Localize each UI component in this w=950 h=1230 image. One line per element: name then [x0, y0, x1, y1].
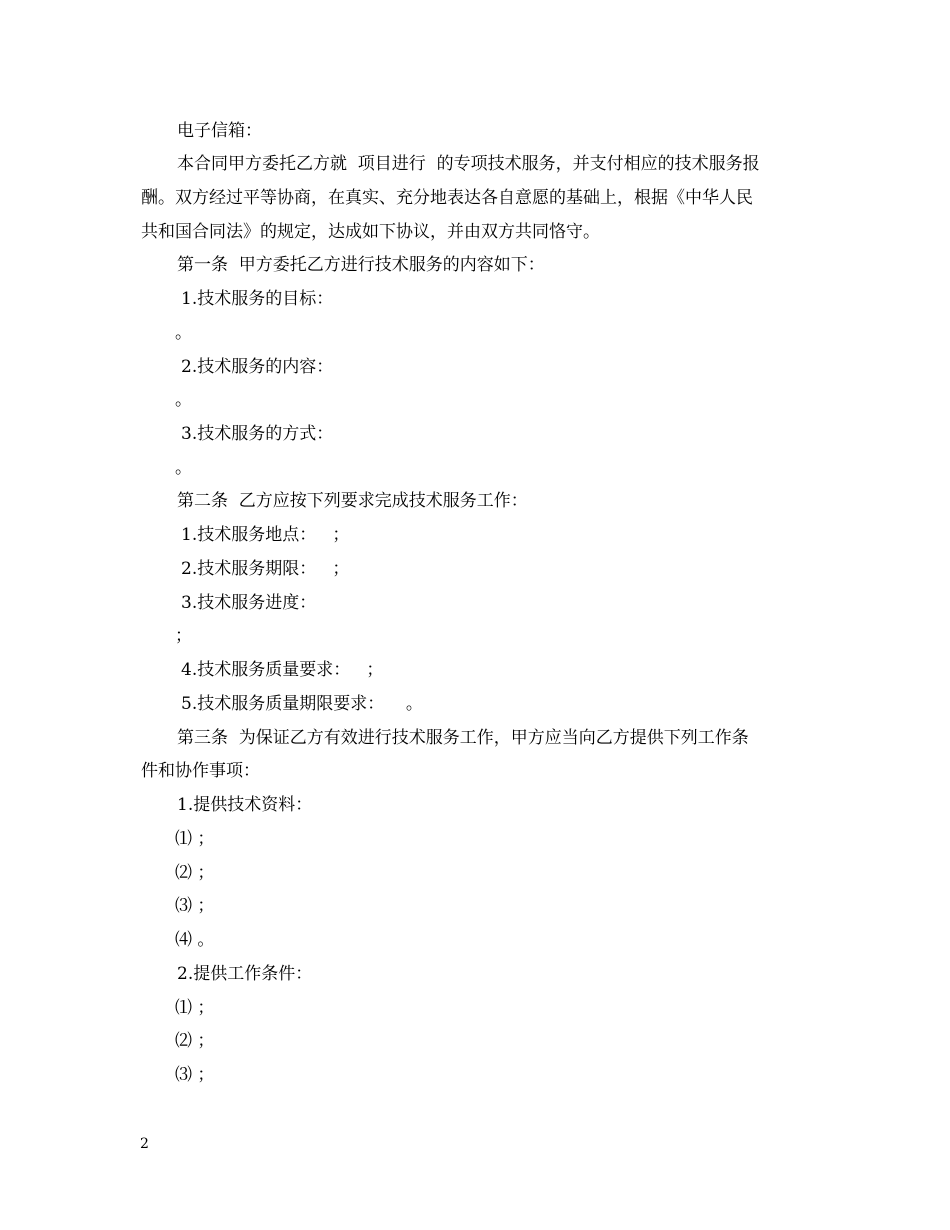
article-1-item-2-end: 。 [175, 390, 192, 410]
article-3-item-1-sub-2: ⑵ ； [175, 863, 215, 883]
text-line-intro-1: 本合同甲方委托乙方就 项目进行 的专项技术服务，并支付相应的技术服务报 [177, 154, 760, 174]
article-2-item-3-end: ； [175, 626, 192, 646]
article-1-item-2: 2.技术服务的内容： [181, 357, 334, 377]
article-3-item-2-sub-3: ⑶ ； [175, 1065, 215, 1085]
article-3-item-2-sub-1: ⑴ ； [175, 998, 215, 1018]
article-3-item-2-sub-2: ⑵ ； [175, 1031, 215, 1051]
article-2-item-1: 1.技术服务地点： ； [181, 525, 350, 545]
article-3-item-1-sub-4: ⑷ 。 [175, 930, 215, 950]
text-line-email: 电子信箱： [177, 121, 262, 141]
article-3-item-1-sub-1: ⑴ ； [175, 829, 215, 849]
page-number: 2 [140, 1136, 149, 1152]
text-line-intro-3: 共和国合同法》的规定，达成如下协议，并由双方共同恪守。 [141, 222, 600, 242]
article-3-heading-1: 第三条 为保证乙方有效进行技术服务工作，甲方应当向乙方提供下列工作条 [177, 728, 749, 748]
article-1-item-1: 1.技术服务的目标： [181, 289, 334, 309]
article-3-item-2: 2.提供工作条件： [177, 964, 313, 984]
article-3-heading-2: 件和协作事项： [141, 761, 260, 781]
article-2-item-5: 5.技术服务质量期限要求： 。 [181, 694, 423, 714]
article-1-item-1-end: 。 [175, 323, 192, 343]
article-3-item-1-sub-3: ⑶ ； [175, 896, 215, 916]
article-3-item-1: 1.提供技术资料： [177, 795, 313, 815]
article-1-heading: 第一条 甲方委托乙方进行技术服务的内容如下： [177, 255, 545, 275]
article-2-item-3: 3.技术服务进度： [181, 593, 317, 613]
text-line-intro-2: 酬。双方经过平等协商，在真实、充分地表达各自意愿的基础上，根据《中华人民 [141, 188, 753, 208]
article-1-item-3: 3.技术服务的方式： [181, 424, 334, 444]
article-2-item-2: 2.技术服务期限： ； [181, 559, 350, 579]
article-2-item-4: 4.技术服务质量要求： ； [181, 660, 384, 680]
article-2-heading: 第二条 乙方应按下列要求完成技术服务工作： [177, 491, 528, 511]
article-1-item-3-end: 。 [175, 458, 192, 478]
